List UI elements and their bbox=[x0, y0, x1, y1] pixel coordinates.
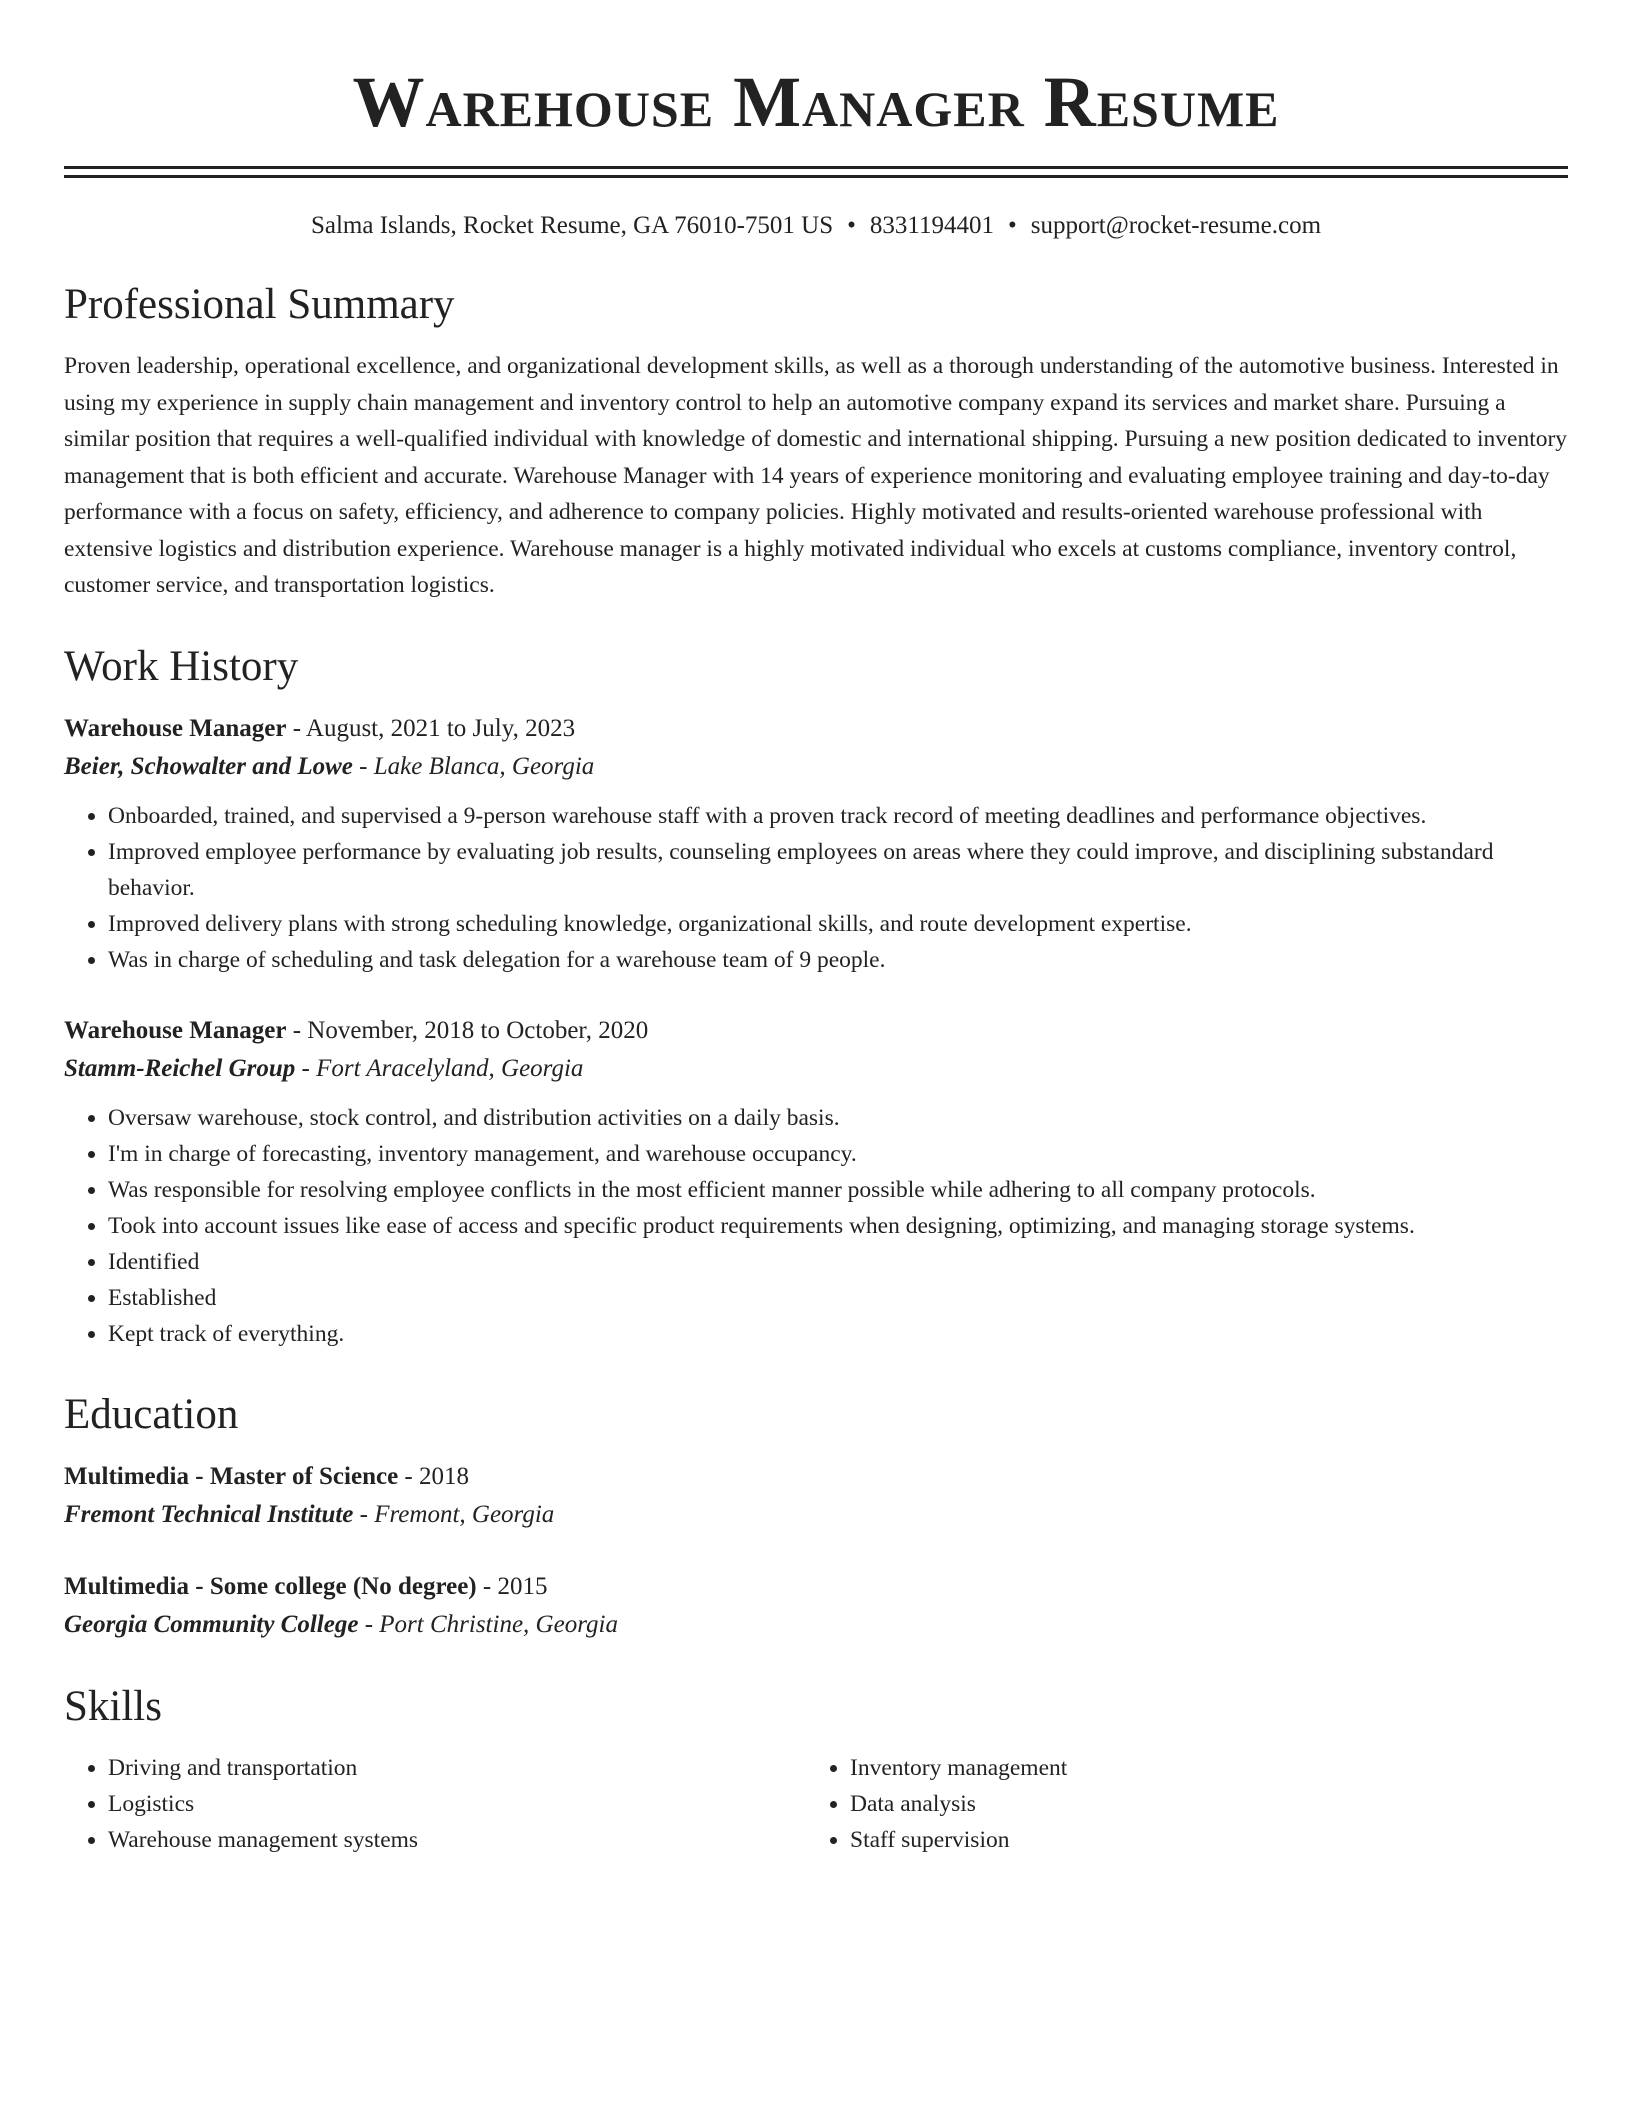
education-degree: Multimedia - Some college (No degree) bbox=[64, 1572, 477, 1600]
list-item: • I'm in charge of forecasting, inventory management, and warehouse occupancy. bbox=[108, 1136, 1568, 1172]
skills-column-left bbox=[64, 1750, 806, 1858]
skill-item: • Driving and transportation bbox=[108, 1750, 806, 1786]
skill-item: • Data analysis bbox=[850, 1786, 1548, 1822]
contact-address: Salma Islands, Rocket Resume, GA 76010-7501 US bbox=[310, 212, 834, 239]
list-item: • Was responsible for resolving employee conflicts in the most efficient manner possible while adhering to all company protocols. bbox=[108, 1172, 1568, 1208]
skill-item: • Warehouse management systems bbox=[108, 1822, 806, 1858]
summary-text: Proven leadership, operational excellence, and organizational development skills, as well as a thorough understanding of the automotive business. Interested in using my experience in supply chain management and inventory control to help an automotive company expand its services and market share. Pursuing a similar position that requires a well-qualified individual with knowledge of domestic and international shipping. Pursuing a new position dedicated to inventory management that is both efficient and accurate. Warehouse Manager with 14 years of experience monitoring and evaluating employee training and day-to-day performance with a focus on safety, efficiency, and adherence to company policies. Highly motivated and results-oriented warehouse professional with extensive logistics and distribution experience. Warehouse manager is a highly motivated individual who excels at customs compliance, inventory control, customer service, and transportation logistics. bbox=[64, 353, 1568, 598]
skills-column-right bbox=[806, 1750, 1548, 1858]
list-item: • Oversaw warehouse, stock control, and distribution activities on a daily basis. bbox=[108, 1100, 1568, 1136]
job-company-line bbox=[64, 1050, 1568, 1088]
list-item: • Improved delivery plans with strong scheduling knowledge, organizational skills, and route development expertise. bbox=[108, 906, 1568, 942]
education-year: - 2018 bbox=[398, 1462, 469, 1490]
resume-title: Warehouse Manager Resume bbox=[352, 62, 1280, 142]
skill-item: • Inventory management bbox=[850, 1750, 1548, 1786]
list-item: • Improved employee performance by evaluating job results, counseling employees on areas where they could improve, and disciplining substandard behavior. bbox=[108, 834, 1568, 906]
contact-line bbox=[64, 210, 1568, 242]
education-location: - Port Christine, Georgia bbox=[358, 1610, 618, 1638]
education-heading: Education bbox=[64, 1390, 239, 1438]
list-item: • Identified bbox=[108, 1244, 1568, 1280]
list-item: • Onboarded, trained, and supervised a 9-person warehouse staff with a proven track record of meeting deadlines and performance objectives. bbox=[108, 798, 1568, 834]
job-dates: - November, 2018 to October, 2020 bbox=[286, 1016, 649, 1044]
job-company: Beier, Schowalter and Lowe bbox=[64, 752, 353, 780]
list-item: • Was in charge of scheduling and task delegation for a warehouse team of 9 people. bbox=[108, 942, 1568, 978]
skill-item: • Staff supervision bbox=[850, 1822, 1548, 1858]
job-header bbox=[64, 710, 1568, 748]
skills-heading: Skills bbox=[64, 1682, 162, 1730]
education-header bbox=[64, 1458, 1568, 1496]
contact-email[interactable]: support@rocket-resume.com bbox=[1030, 212, 1322, 239]
job-company: Stamm-Reichel Group bbox=[64, 1054, 296, 1082]
job-entry bbox=[64, 1012, 1568, 1352]
skill-item: • Logistics bbox=[108, 1786, 806, 1822]
job-title: Warehouse Manager bbox=[64, 1016, 287, 1044]
job-title: Warehouse Manager bbox=[64, 714, 287, 742]
job-company-line bbox=[64, 748, 1568, 786]
list-item: • Established bbox=[108, 1280, 1568, 1316]
list-item: • Kept track of everything. bbox=[108, 1316, 1568, 1352]
education-school-line bbox=[64, 1496, 1568, 1534]
education-school: Georgia Community College bbox=[64, 1610, 359, 1638]
job-entry bbox=[64, 710, 1568, 978]
education-location: - Fremont, Georgia bbox=[353, 1500, 555, 1528]
education-school: Fremont Technical Institute bbox=[64, 1500, 354, 1528]
education-header bbox=[64, 1568, 1568, 1606]
contact-separator: • bbox=[847, 212, 856, 239]
summary-section bbox=[64, 280, 1568, 604]
skills-grid bbox=[64, 1750, 1568, 1858]
education-degree: Multimedia - Master of Science bbox=[64, 1462, 399, 1490]
education-section bbox=[64, 1390, 1568, 1644]
contact-separator: • bbox=[1007, 212, 1017, 239]
education-school-line bbox=[64, 1606, 1568, 1644]
contact-phone: 8331194401 bbox=[869, 212, 994, 239]
work-history-section bbox=[64, 642, 1568, 1352]
job-location: - Fort Aracelyland, Georgia bbox=[295, 1054, 584, 1082]
list-item: • Took into account issues like ease of access and specific product requirements when designing, optimizing, and managing storage systems. bbox=[108, 1208, 1568, 1244]
education-entry bbox=[64, 1568, 1568, 1644]
education-year: - 2015 bbox=[476, 1572, 548, 1600]
job-bullets bbox=[64, 1100, 1568, 1352]
education-entry bbox=[64, 1458, 1568, 1534]
job-dates: - August, 2021 to July, 2023 bbox=[286, 714, 576, 742]
skills-section bbox=[64, 1682, 1568, 1858]
summary-heading: Professional Summary bbox=[64, 281, 455, 328]
job-header bbox=[64, 1012, 1568, 1050]
job-bullets bbox=[64, 798, 1568, 978]
job-location: - Lake Blanca, Georgia bbox=[352, 752, 595, 780]
work-history-heading: Work History bbox=[64, 642, 299, 690]
title-divider bbox=[64, 166, 1568, 178]
